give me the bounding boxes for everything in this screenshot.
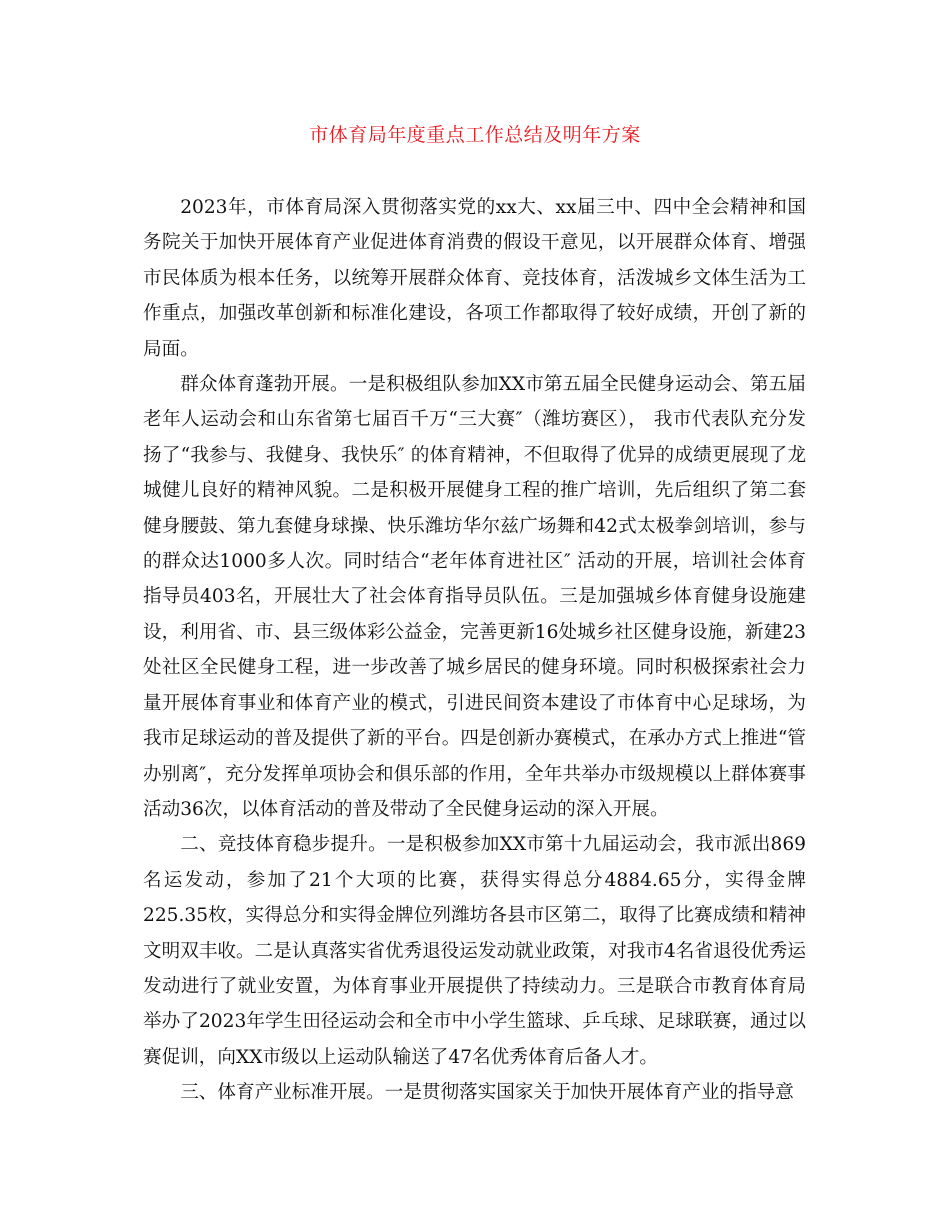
paragraph-intro: 2023年，市体育局深入贯彻落实党的xx大、xx届三中、四中全会精神和国务院关于加快开展体育产业促进体育消费的假设干意见，以开展群众体育、增强市民体质为根本任务，以统筹开展群众体育、竞技体育，活泼城乡文体生活为工作重点，加强改革创新和标准化建设，各项工作都取得了较好成绩，开创了新的局面。 bbox=[143, 197, 806, 360]
paragraph-sports-industry: 三、体育产业标准开展。一是贯彻落实国家关于加快开展体育产业的指导意 bbox=[180, 1082, 794, 1104]
paragraph-competitive-sports: 二、竞技体育稳步提升。一是积极参加XX市第十九届运动会，我市派出869名运发动，参加了21个大项的比赛，获得实得总分4884.65分，实得金牌225.35枚，实得总分和实得金牌位列潍坊各县市区第二，取得了比赛成绩和精神文明双丰收。二是认真落实省优秀退役运发动就业政策，对我市4名省退役优秀运发动进行了就业安置，为体育事业开展提供了持续动力。三是联合市教育体育局举办了2023年学生田径运动会和全市中小学生篮球、乒乓球、足球联赛，通过以赛促训，向XX市级以上运动队输送了47名优秀体育后备人才。 bbox=[143, 834, 806, 1068]
document-body bbox=[143, 190, 806, 1111]
paragraph-mass-sports: 群众体育蓬勃开展。一是积极组队参加XX市第五届全民健身运动会、第五届老年人运动会和山东省第七届百千万“三大赛″（潍坊赛区）， 我市代表队充分发扬了“我参与、我健身、我快乐″ 的体育精神，不但取得了优异的成绩更展现了龙城健儿良好的精神风貌。二是积极开展健身工程的推广培训，先后组织了第二套健身腰鼓、第九套健身球操、快乐潍坊华尔兹广场舞和42式太极拳剑培训，参与的群众达1000多人次。同时结合“老年体育进社区″ 活动的开展，培训社会体育指导员403名，开展壮大了社会体育指导员队伍。三是加强城乡体育健身设施建设，利用省、市、县三级体彩公益金，完善更新16处城乡社区健身设施，新建23处社区全民健身工程，进一步改善了城乡居民的健身环境。同时积极探索社会力量开展体育事业和体育产业的模式，引进民间资本建设了市体育中心足球场，为我市足球运动的普及提供了新的平台。四是创新办赛模式，在承办方式上推进“管办别离″，充分发挥单项协会和俱乐部的作用，全年共举办市级规模以上群体赛事活动36次，以体育活动的普及带动了全民健身运动的深入开展。 bbox=[143, 374, 806, 820]
document-title: 市体育局年度重点工作总结及明年方案 bbox=[309, 124, 641, 146]
